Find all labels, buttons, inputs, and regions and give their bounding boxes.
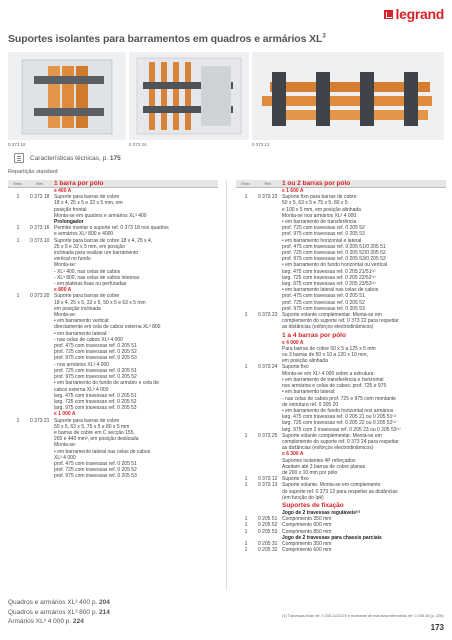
row-description: Suporte volante. Monta-se em complemento: [282, 482, 381, 489]
row-description: e 100 x 5 mm, em posição alinhada: [282, 206, 361, 213]
product-list: [8, 188, 218, 480]
busbar-support-illustration: [8, 52, 126, 140]
row-description: Prolongador: [54, 219, 84, 226]
row-description: em posição inclinada: [54, 305, 101, 312]
row-description: Comprimento 350 mm: [282, 540, 332, 547]
row-ref: 0 373 20: [30, 293, 50, 300]
row-description: Monta-se:: [54, 262, 77, 269]
row-description: prof. 725 com travessas ref. 0 205 52: [54, 349, 137, 356]
catalog-link[interactable]: Armários XL³ 4 000 p. 224: [8, 618, 84, 625]
right-column: [236, 180, 446, 553]
row-description: 265 e 440 mm², em posição deslizada: [54, 436, 139, 443]
table-row: [8, 473, 218, 479]
photo-code: 0 373 18: [8, 142, 26, 147]
row-description: prof. 975 com travessas ref. 0 205 53/0 205 53: [282, 256, 386, 263]
row-description: Permite montar o suporte ref. 0 373 18 nos quadros: [54, 225, 169, 232]
row-description: prof. 725 com travessas ref. 0 205 52: [54, 467, 137, 474]
busbar-support-illustration: [129, 52, 249, 140]
row-ref: 0 373 13: [258, 482, 278, 489]
row-description: prof. 975 com travessas ref. 0 205 53: [54, 473, 137, 480]
tech-specs-link[interactable]: Características técnicas, p. 175: [14, 153, 121, 163]
page-number: 173: [430, 623, 444, 632]
row-description: do suporte ref. 0 373 12 para respeitar as distâncias: [282, 488, 398, 495]
row-description: e armários XL³ 800 e 4000: [54, 231, 114, 238]
row-description: larg. 975 com travessas ref. 0 205 23/53⁽¹⁾: [282, 281, 376, 288]
row-description: Comprimento 600 mm: [282, 522, 332, 529]
row-ref: 0 373 21: [30, 417, 50, 424]
footnote: (1) Travessas fixas ref. 0 205 21/22/23 e montante de estrutura intermédio ref. 0 205 26 (p. 226): [282, 614, 444, 618]
row-description: - XL³ 800, nas celas de cabos internas: [54, 274, 140, 281]
row-ref: 0 205 51: [258, 516, 278, 523]
legrand-logo-mark: [384, 10, 393, 19]
table-header: Emb. Ref. 1 ou 2 barras por pólo: [236, 180, 446, 188]
row-qty: 1: [16, 293, 20, 300]
row-description: de estrutura ref. 0 205 20: [282, 401, 339, 408]
catalog-link[interactable]: Quadros e armários XL³ 800 p. 214: [8, 608, 110, 616]
row-description: Aceitam até 3 barras de cobre planas: [282, 463, 366, 470]
row-description: Comprimento 350 mm: [282, 516, 332, 523]
row-description: nos armários e celas de cabos: prof. 725 e 975: [282, 383, 387, 390]
row-description: - nos armários XL³ 4 000: [54, 361, 110, 368]
row-description: larg. 975 com travessas ref. 0 205 53: [54, 405, 137, 412]
catalog-link[interactable]: Quadros e armários XL³ 400 p. 204: [8, 599, 110, 606]
row-qty: [236, 331, 256, 340]
table-row: [236, 547, 446, 553]
row-description: Comprimento 850 mm: [282, 528, 332, 535]
row-ref: [256, 501, 280, 510]
row-description: 1 a 4 barras por pólo: [282, 331, 346, 339]
row-description: Para barras de cobre 50 x 5 a 125 x 5 mm: [282, 345, 376, 352]
row-description: Comprimento 600 mm: [282, 547, 332, 554]
row-description: larg. 475 com travessas ref. 0 205 21/51⁽¹⁾: [282, 268, 376, 275]
row-description: larg. 725 com travessas ref. 0 205 52: [54, 398, 137, 405]
table-row: [236, 331, 446, 340]
row-description: Monta-se nos armários XL³ 4 000:: [282, 212, 358, 219]
row-qty: 1: [244, 432, 248, 439]
row-description: prof. 725 com travessas ref. 0 205 52: [282, 225, 365, 232]
row-description: • em barramento lateral:: [282, 389, 336, 396]
product-list: [236, 188, 446, 553]
row-description: Monta-se:: [54, 312, 77, 319]
row-description: prof. 725 com travessas ref. 0 205 52: [282, 299, 365, 306]
row-description: posição frontal: [54, 206, 87, 213]
row-description: Suporte para barras de cobre: [54, 194, 120, 201]
row-description: prof. 975 com travessas ref. 0 205 53: [54, 355, 137, 362]
row-description: • em barramento do fundo horizontal ou vertical: [282, 262, 388, 269]
row-description: Suportes de fixação: [282, 501, 344, 509]
row-description: prof. 475 com travessas ref. 0 205 51/0 205 51: [282, 243, 386, 250]
row-description: cabos externa XL³ 4 000: [54, 386, 109, 393]
photo-code: 0 373 12: [252, 142, 270, 147]
busbar-support-illustration: [252, 52, 444, 140]
row-qty: 1: [244, 482, 248, 489]
row-description: prof. 475 com travessas ref. 0 205 51: [54, 460, 137, 467]
product-photos: [8, 52, 444, 140]
row-description: XL³ 4 000: [54, 454, 76, 461]
row-description: prof. 475 com travessas ref. 0 205 51: [54, 343, 137, 350]
row-description: Jogo de 2 travessas para chassis parciais: [282, 534, 382, 541]
row-description: em posição alinhada: [282, 358, 328, 365]
row-description: e barras de cobre em C secção 155,: [54, 429, 135, 436]
row-description: Suportes isolantes 4P reforçados: [282, 457, 356, 464]
row-description: Suporte fixo: [282, 476, 309, 483]
row-description: ≤ 6 300 A: [282, 451, 304, 458]
row-description: larg. 975 com 2 travessas ref. 0 205 23 ou 0 205 53⁽¹⁾: [282, 426, 401, 433]
row-description: ou 3 barras de 50 x 10 a 120 x 10 mm,: [282, 352, 368, 359]
legrand-logo: [384, 6, 444, 22]
row-description: 25 x 5 e 32 x 5 mm, em posição: [54, 243, 125, 250]
row-ref: [28, 473, 52, 479]
row-description: ≤ 1 000 A: [54, 411, 76, 418]
row-ref: 0 373 16: [30, 225, 50, 232]
row-description: 50 x 5, 63 x 5 e 75 x 5, 80 x 5: [282, 200, 348, 207]
row-description: Suporte volante complementar. Monta-se em: [282, 312, 382, 319]
row-qty: 1: [244, 476, 248, 483]
row-description: • em barramento lateral nas celas de cabos: [54, 448, 151, 455]
row-qty: 1: [16, 417, 20, 424]
page-title: Suportes isolantes para barramentos em quadros e armários $XL^3$: [8, 33, 326, 45]
row-ref: 0 205 53: [258, 528, 278, 535]
row-qty: 1: [16, 225, 20, 232]
row-description: • em barramento vertical:: [54, 318, 110, 325]
photo-support-0-373-24: [129, 52, 249, 140]
row-description: larg. 475 com travessas ref. 0 205 21 ou 0 205 51⁽¹⁾: [282, 414, 397, 421]
row-description: larg. 475 com travessas ref. 0 205 51: [54, 392, 137, 399]
row-description: prof. 475 com travessas ref. 0 205 51: [282, 293, 365, 300]
row-description: prof. 975 com travessas ref. 0 205 53: [282, 231, 365, 238]
photo-support-0-373-12: [252, 52, 444, 140]
row-qty: 1: [244, 547, 248, 554]
row-description: inclinada para realizar um barramento: [54, 250, 139, 257]
row-description: Suporte volante complementar. Monta-se em: [282, 432, 382, 439]
row-description: - nas celas de cabos prof. 725 e 975 com montante: [282, 395, 396, 402]
row-qty: 1: [244, 522, 248, 529]
row-description: prof. 725 com travessas ref. 0 205 51: [54, 367, 137, 374]
row-description: vertical no fundo: [54, 256, 91, 263]
row-description: - nas celas de cabos XL³ 4 000: [54, 336, 123, 343]
row-qty: 1: [16, 237, 20, 244]
row-qty: 1: [244, 516, 248, 523]
row-qty: 1: [244, 312, 248, 319]
table-row: [236, 501, 446, 510]
row-ref: 0 205 32: [258, 547, 278, 554]
row-qty: 1: [244, 364, 248, 371]
row-description: • em barramento de transferência: [282, 219, 357, 226]
document-icon: [14, 153, 24, 163]
row-qty: 1: [244, 194, 248, 201]
row-description: as distâncias (esforços electrodinâmicos): [282, 445, 374, 452]
related-catalog-links: [8, 598, 110, 627]
row-description: larg. 725 com travessas ref. 0 205 22/52⁽¹⁾: [282, 274, 376, 281]
row-ref: 0 205 31: [258, 540, 278, 547]
row-description: 18 x 4, 25 x 5 e 32 x 5 mm, em: [54, 200, 123, 207]
row-ref: 0 373 22: [258, 194, 278, 201]
row-description: - XL³ 400, nas celas de cabos: [54, 268, 121, 275]
row-ref: [256, 331, 280, 340]
row-description: • em barramento lateral nas celas de cabos: [282, 287, 379, 294]
row-description: • em barramento do fundo de armário e cela de: [54, 380, 159, 387]
section-label: Repartição standard: [8, 169, 58, 175]
row-description: prof. 975 com travessas ref. 0 205 52: [54, 374, 137, 381]
row-ref: 0 373 10: [30, 237, 50, 244]
row-description: Suporte para barras de cobre: [54, 293, 120, 300]
photo-support-0-373-18: [8, 52, 126, 140]
row-description: (em função do Ipk): [282, 494, 324, 501]
row-description: Jogo de 2 travessas reguláveis⁽¹⁾: [282, 509, 361, 516]
row-description: • em barramento de transferência e horizontal: [282, 376, 384, 383]
row-qty: [236, 501, 256, 510]
row-description: Monta-se em quadros e armários XL³ 400: [54, 212, 147, 219]
row-description: prof. 725 com travessas ref. 0 205 52/0 205 52: [282, 250, 386, 257]
row-description: de 200 x 10 mm por pólo: [282, 469, 338, 476]
row-ref: 0 373 18: [30, 194, 50, 201]
row-description: 50 x 5, 63 x 5, 75 x 5 e 80 x 5 mm: [54, 423, 130, 430]
row-description: larg. 725 com travessas ref. 0 205 22 ou 0 205 52⁽¹⁾: [282, 420, 397, 427]
row-description: directamente em cela de cabos externa XL³ 800: [54, 324, 161, 331]
row-description: - em platinas lisas ou perfuradas: [54, 281, 127, 288]
row-description: Suporte para barras de cobre 18 x 4, 25 x 4,: [54, 237, 153, 244]
row-qty: 1: [244, 528, 248, 535]
row-ref: 0 373 23: [258, 312, 278, 319]
row-ref: 0 205 52: [258, 522, 278, 529]
row-description: complemento do suporte ref. 0 373 24 para respeitar: [282, 438, 399, 445]
photo-code: 0 373 24: [129, 142, 147, 147]
row-description: 18 x 4, 25 x 5, 32 x 5, 50 x 5 e 63 x 5 mm: [54, 299, 146, 306]
row-description: Suporte para barras de cobre: [54, 417, 120, 424]
row-qty: 1: [244, 540, 248, 547]
row-description: Suporte fixo: [282, 364, 309, 371]
row-qty: 1: [16, 194, 20, 201]
row-description: • em barramento de fundo horizontal nos armários: [282, 407, 394, 414]
row-description: ≤ 400 A: [54, 188, 72, 194]
row-description: Monta-se em XL³ 4 000 sobre a estrutura:: [282, 370, 375, 377]
row-description: ≤ 1 600 A: [282, 188, 304, 194]
row-description: ≤ 800 A: [54, 287, 72, 294]
row-ref: 0 373 24: [258, 364, 278, 371]
row-description: • em barramento horizontal e lateral: [282, 237, 362, 244]
row-description: Suporte fixo para barras de cobre: [282, 194, 357, 201]
row-description: as distâncias (esforços electrodinâmicos): [282, 324, 374, 331]
column-divider: [226, 180, 227, 590]
left-column: [8, 180, 218, 480]
row-description: complemento do suporte ref. 0 373 22 para respeitar: [282, 318, 399, 325]
row-qty: [8, 473, 28, 479]
table-header: Emb. Ref. 1 barra por pólo: [8, 180, 218, 188]
row-description: Monta-se:: [54, 442, 77, 449]
row-ref: 0 373 25: [258, 432, 278, 439]
brand-name: legrand: [395, 6, 444, 22]
row-description: • em barramento lateral:: [54, 330, 108, 337]
row-description: ≤ 4 000 A: [282, 339, 304, 346]
row-ref: 0 373 12: [258, 476, 278, 483]
row-description: prof. 975 com travessas ref. 0 205 53: [282, 305, 365, 312]
